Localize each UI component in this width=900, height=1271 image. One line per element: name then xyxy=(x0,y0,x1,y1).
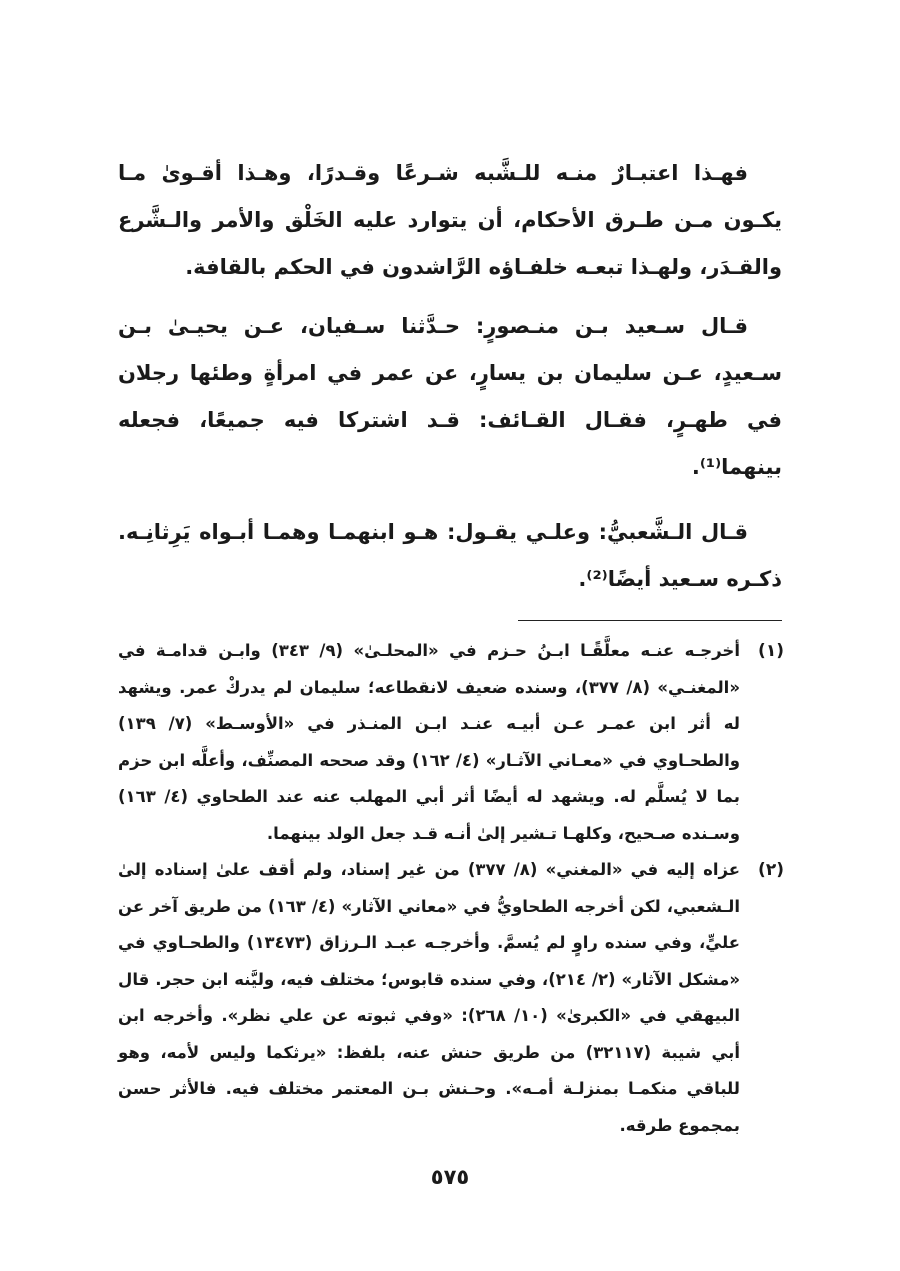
footnote-number: (٢) xyxy=(758,860,784,880)
footnotes xyxy=(118,633,784,1144)
footnote-text: أخرجـه عنـه معلَّقًـا ابـنُ حـزم في «المحلـىٰ» (٩/ ٣٤٣) وابـن قدامـة في «المغنـي» (٨/ ٣٧٧)، وسنده ضعيف لانقطاعه؛ سليمان لم يدركْ عمر. ويشهد له أثر ابن عمـر عـن أبيـه عنـد ابـن المنـذر في «الأوسـط» (٧/ ١٣٩) والطحـاوي في «معـاني الآثـار» (٤/ ١٦٢) وقد صححه المصنِّف، وأعلَّه ابن حزم بما لا يُسلَّم له. ويشهد له أيضًا أثر أبي المهلب عنه عند الطحاوي (٤/ ١٦٣) وسـنده صـحيح، وكلهـا تـشير إلىٰ أنـه قـد جعل الولد بينهما. xyxy=(118,641,741,843)
footnote-number: (١) xyxy=(758,641,784,661)
paragraph: فهـذا اعتبـارٌ منـه للـشَّبه شـرعًا وقـدرًا، وهـذا أقـوىٰ مـا يكـون مـن طـرق الأحكام، أن يتوارد عليه الخَلْق والأمر والـشَّرع والقـدَر، ولهـذا تبعـه خلفـاؤه الرَّاشدون في الحكم بالقافة. xyxy=(118,161,782,279)
main-text xyxy=(118,150,782,621)
footnote xyxy=(118,633,784,852)
paragraph: قـال سـعيد بـن منـصورٍ: حـدَّثنا سـفيان، عـن يحيـىٰ بـن سـعيدٍ، عـن سليمان بن يسارٍ، عن عمر في امرأةٍ وطئها رجلان في طهـرٍ، فقـال القـائف: قـد اشتركا فيه جميعًا، فجعله بينهما⁽¹⁾. xyxy=(118,314,782,479)
footnote xyxy=(118,852,784,1144)
page-number: ٥٧٥ xyxy=(430,1165,470,1189)
paragraph: قـال الـشَّعبيُّ: وعلـي يقـول: هـو ابنهمـا وهمـا أبـواه يَرِثانِـه. ذكـره سـعيد أيضًا⁽²⁾. xyxy=(118,520,782,591)
footnote-separator xyxy=(518,620,782,621)
footnote-text: عزاه إليه في «المغني» (٨/ ٣٧٧) من غير إسناد، ولم أقف علىٰ إسناده إلىٰ الـشعبي، لكن أخرجه الطحاويُّ في «معاني الآثار» (٤/ ١٦٣) من طريق آخر عن عليٍّ، وفي سنده راوٍ لم يُسمَّ. وأخرجـه عبـد الـرزاق (١٣٤٧٣) والطحـاوي في «مشكل الآثار» (٢/ ٢١٤)، وفي سنده قابوس؛ مختلف فيه، وليَّنه ابن حجر. قال البيهقي في «الكبرىٰ» (١٠/ ٢٦٨): «وفي ثبوته عن علي نظر». وأخرجه ابن أبي شيبة (٣٢١١٧) من طريق حنش عنه، بلفظ: «يرثكما وليس لأمه، وهو للباقي منكمـا بمنزلـة أمـه». وحـنش بـن المعتمر مختلف فيه. فالأثر حسن بمجموع طرقه. xyxy=(118,860,741,1135)
